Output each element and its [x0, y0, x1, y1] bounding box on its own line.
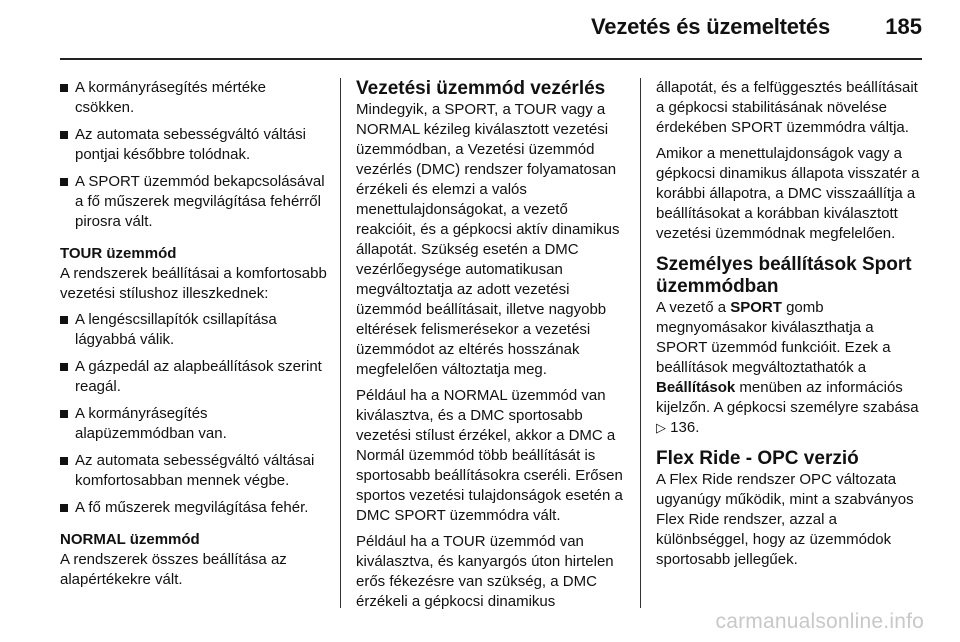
normal-text: A rendszerek összes beállítása az alapértékekre vált.	[60, 551, 287, 588]
bullet-list-tour	[60, 310, 328, 518]
personal-settings-text: A vezető a SPORT gomb megnyomásakor kiválaszthatja a SPORT üzemmód funkcióit. Ezek a beállítások megváltoztathatók a Beállítások menüben az információs kijelzőn. A gépkocsi személyre szabása ▷ 136.	[656, 299, 919, 436]
bullet-list-sport	[60, 78, 328, 232]
page-reference-icon: ▷	[656, 420, 666, 435]
header-divider	[60, 58, 922, 60]
column-1	[60, 78, 328, 596]
square-bullet-icon	[60, 178, 68, 186]
normal-heading: NORMAL üzemmód	[60, 531, 200, 548]
square-bullet-icon	[60, 131, 68, 139]
settings-menu-label: Beállítások	[656, 379, 736, 396]
page-number: 185	[885, 14, 922, 39]
dmc-paragraph-4: állapotát, és a felfüggesztés beállításait a gépkocsi stabilitásának növelése érdekében SPORT üzemmódra váltja.	[656, 79, 918, 136]
flex-ride-opc-heading: Flex Ride - OPC verzió	[656, 448, 859, 469]
column-divider	[340, 78, 341, 608]
tour-heading: TOUR üzemmód	[60, 245, 177, 262]
sport-button-label: SPORT	[730, 299, 782, 316]
square-bullet-icon	[60, 457, 68, 465]
dmc-paragraph-5: Amikor a menettulajdonságok vagy a gépkocsi dinamikus állapota visszatér a korábbi állapotra, a DMC visszaállítja a beállításokat a korábban kiválasztott vezetési üzemmódnak megfelelően.	[656, 145, 920, 242]
dmc-paragraph-2: Például ha a NORMAL üzemmód van kiválasztva, és a DMC sportosabb vezetési stílust érzékel, akkor a DMC a Normál üzemmód több beállítását is sportosabb beállításokra cseréli. Erősen sportos vezetési tulajdonságok esetén a DMC SPORT üzemmódra vált.	[356, 387, 623, 524]
dmc-heading: Vezetési üzemmód vezérlés	[356, 78, 606, 99]
dmc-paragraph-3: Például ha a TOUR üzemmód van kiválasztva, és kanyargós úton hirtelen erős fékezésre van szükség, a DMC érzékeli a gépkocsi dinamikus	[356, 533, 614, 610]
flex-ride-opc-text: A Flex Ride rendszer OPC változata ugyanúgy működik, mint a szabványos Flex Ride rendszer, azzal a különbséggel, hogy az üzemmódok sportosabb jellegűek.	[656, 471, 914, 568]
square-bullet-icon	[60, 504, 68, 512]
list-item: A gázpedál az alapbeállítások szerint reagál.	[60, 357, 328, 397]
list-item: A kormányrásegítés mértéke csökken.	[60, 78, 328, 118]
personal-settings-heading: Személyes beállítások Sport üzemmódban	[656, 254, 912, 297]
list-item: A kormányrásegítés alapüzemmódban van.	[60, 404, 328, 444]
list-item: Az automata sebességváltó váltásai komfortosabban mennek végbe.	[60, 451, 328, 491]
tour-intro: A rendszerek beállításai a komfortosabb vezetési stílushoz illeszkednek:	[60, 265, 327, 302]
column-3	[656, 78, 924, 576]
column-divider	[640, 78, 641, 608]
list-item: A fő műszerek megvilágítása fehér.	[60, 498, 328, 518]
list-item: Az automata sebességváltó váltási pontjai későbbre tolódnak.	[60, 125, 328, 165]
page-reference: 136.	[666, 419, 700, 436]
square-bullet-icon	[60, 363, 68, 371]
square-bullet-icon	[60, 84, 68, 92]
square-bullet-icon	[60, 316, 68, 324]
column-2	[356, 78, 624, 618]
dmc-paragraph-1: Mindegyik, a SPORT, a TOUR vagy a NORMAL kézileg kiválasztott vezetési üzemmódban, a Vezetési üzemmód vezérlés (DMC) rendszer folyamatosan érzékeli és elemzi a valós menettulajdonságokat, a vezető reakcióit, és a gépkocsi aktív dinamikus állapotát. Szükség esetén a DMC vezérlőegysége automatikusan megváltoztatja az adott vezetési üzemmód beállításait, illetve nagyobb eltérések felismerésekor a vezetési üzemmódot az eltérés hosszának megfelelően változtatja meg.	[356, 101, 620, 378]
page-title: Vezetés és üzemeltetés	[591, 14, 830, 39]
list-item: A lengéscsillapítók csillapítása lágyabbá válik.	[60, 310, 328, 350]
list-item: A SPORT üzemmód bekapcsolásával a fő műszerek megvilágítása fehérről pirosra vált.	[60, 172, 328, 232]
square-bullet-icon	[60, 410, 68, 418]
watermark: carmanualsonline.info	[715, 610, 924, 633]
